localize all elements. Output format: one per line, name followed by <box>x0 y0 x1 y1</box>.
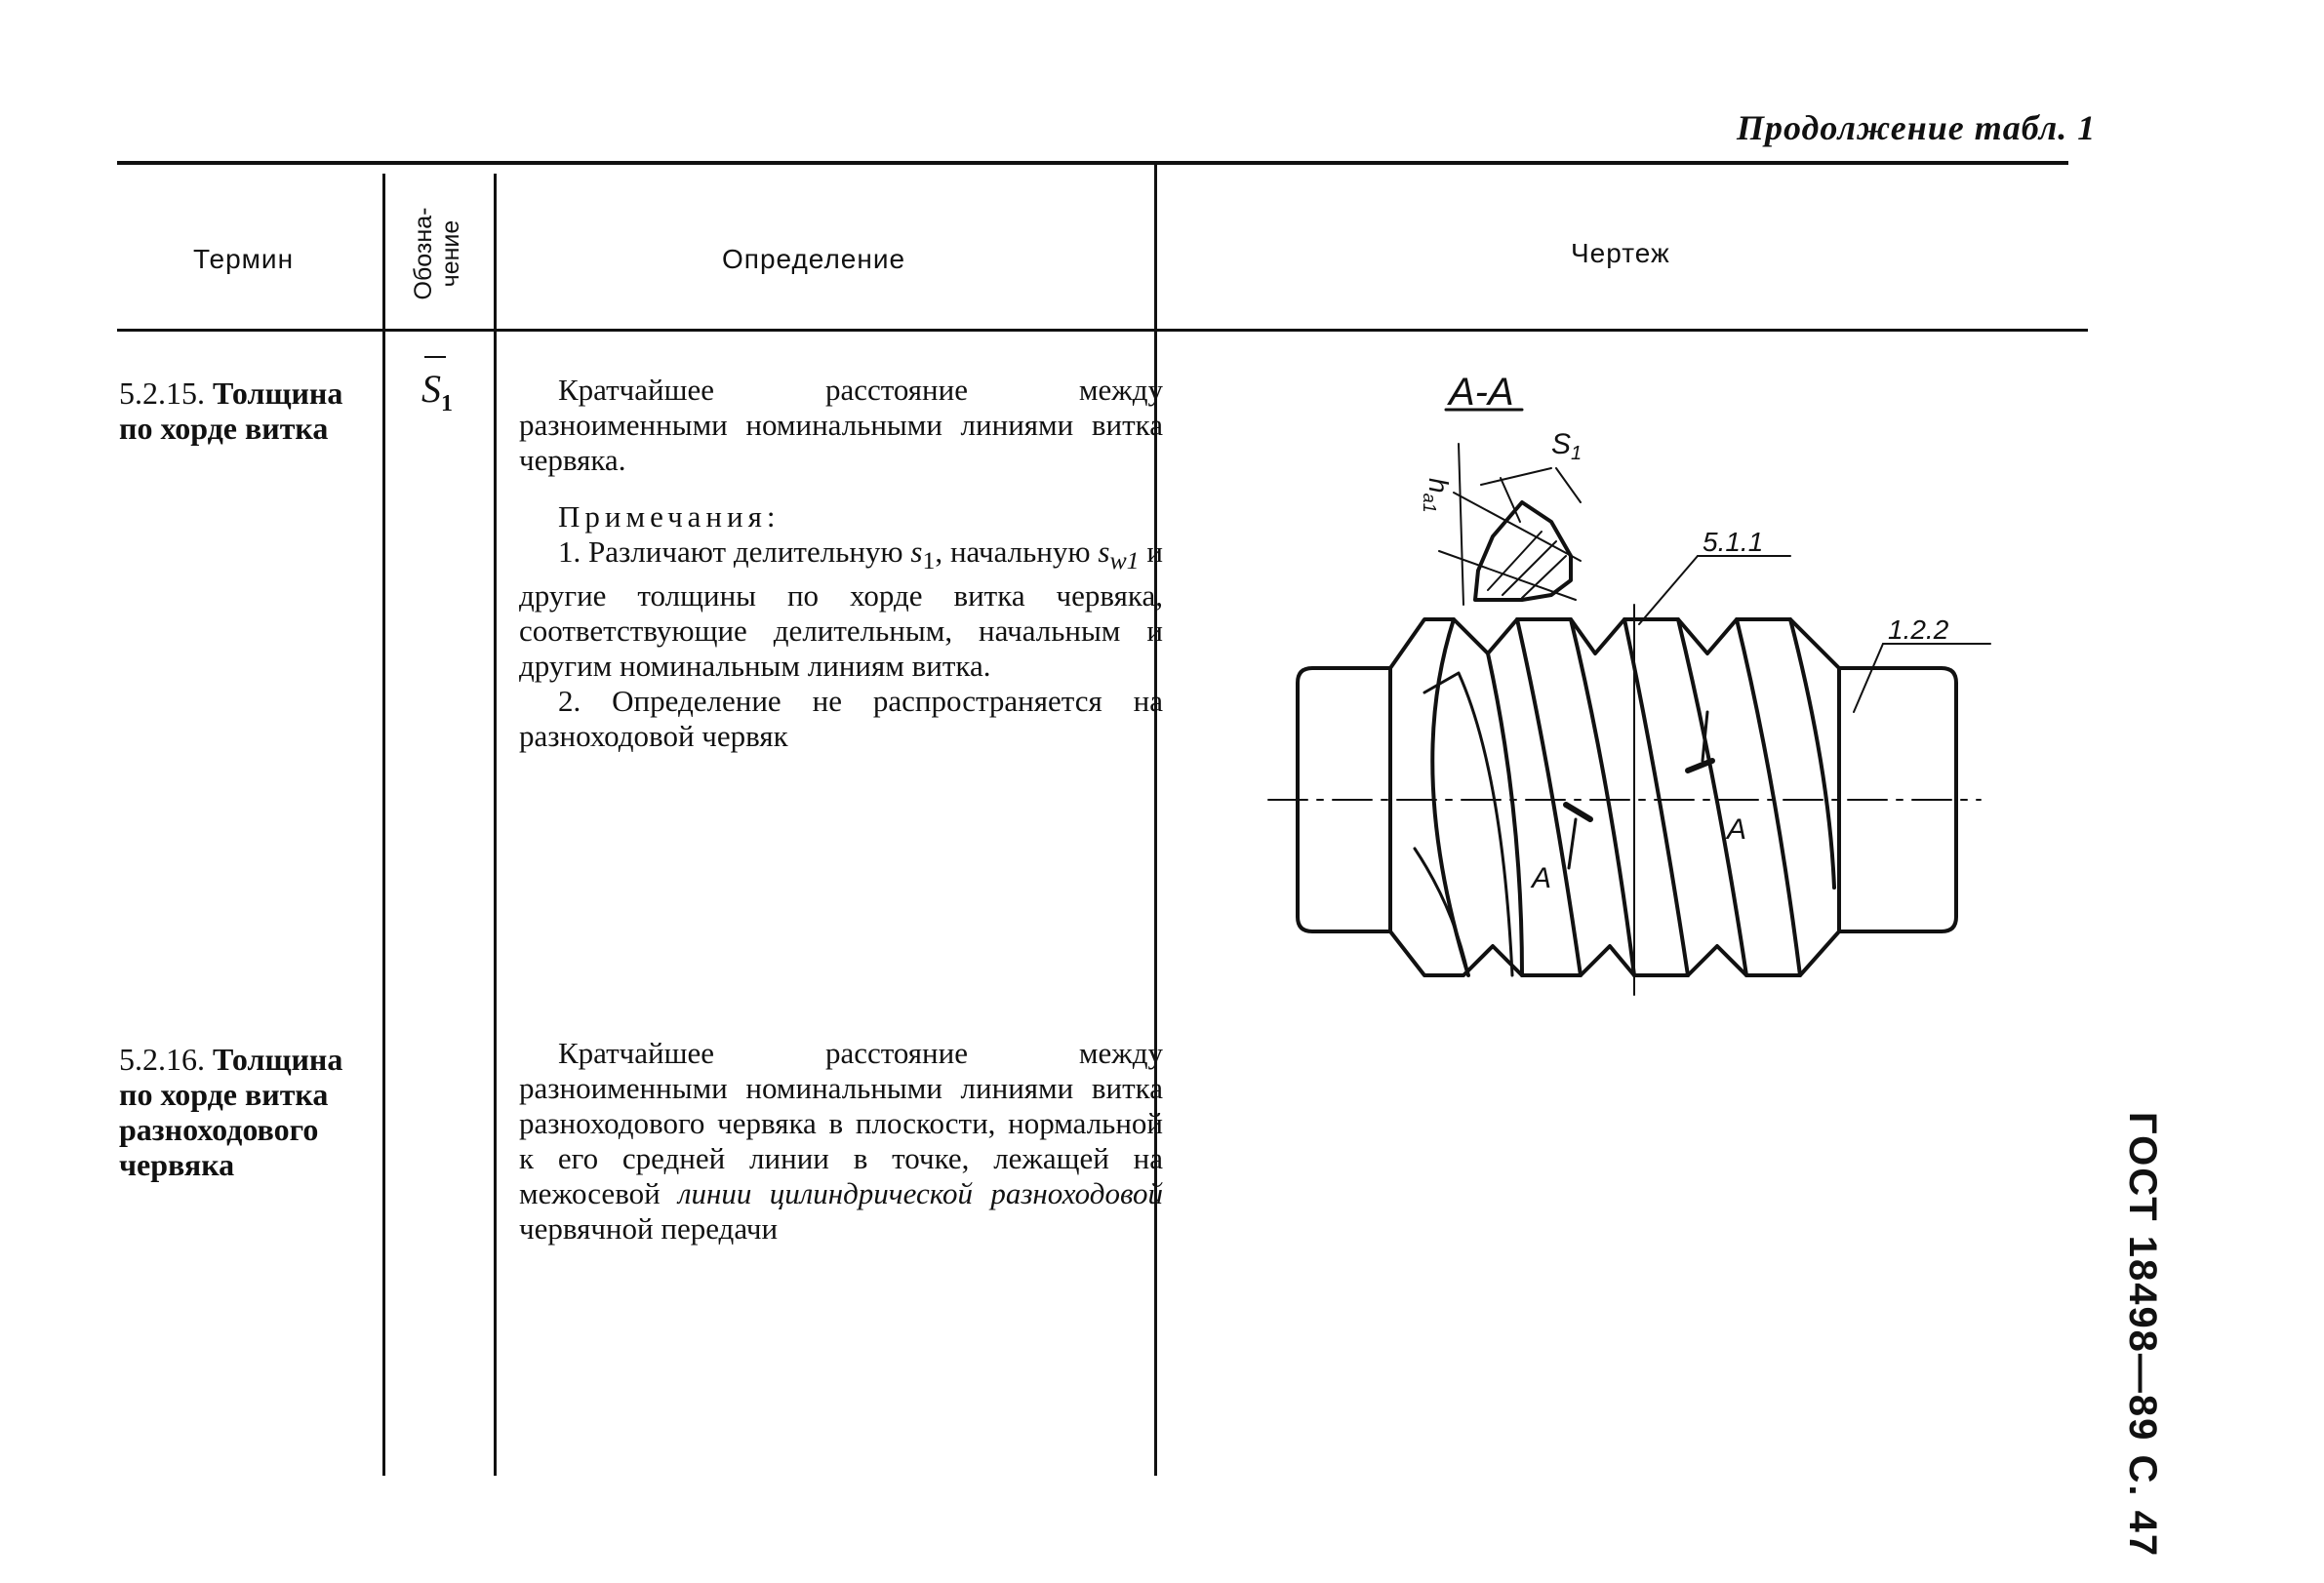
label-a-right: A <box>1727 813 1747 846</box>
section-label: A-A <box>1449 371 1514 414</box>
term-number: 5.2.15. <box>119 376 205 411</box>
note-1: 1. Различают делительную $s_1$, начальную $s_{w1}$ и другие толщины по хорде витка червяка, соответствующие делительным, начальным и другим номинальным линиям витка. <box>519 534 1163 684</box>
label-1-2-2: 1.2.2 <box>1888 614 1949 645</box>
symbol-s1: $S_1$ <box>421 366 453 417</box>
column-divider-3 <box>1154 164 1157 1476</box>
header-term: Термин <box>193 244 295 274</box>
term-text: Толщина по хорде витка <box>119 376 343 446</box>
header-definition: Определение <box>722 244 906 274</box>
notes-title: Примечания: <box>558 499 781 534</box>
header-drawing: Чертеж <box>1571 238 1670 268</box>
label-s1: $S_1$ <box>1551 428 1583 464</box>
definition-text: Кратчайшее расстояние между разноименными номинальными линиями витка разноходового червяка в плоскости, нормальной к его средней линии в точке, лежащей на межосевой линии цилиндрической разноходовой червячной передачи <box>519 1036 1163 1246</box>
definition-5-2-16 <box>519 1036 1163 1247</box>
definition-5-2-15 <box>519 373 1163 754</box>
term-5-2-15 <box>119 376 353 446</box>
term-number: 5.2.16. <box>119 1042 205 1077</box>
term-5-2-16 <box>119 1042 353 1182</box>
table-top-rule <box>117 161 2068 165</box>
label-a-left: A <box>1532 862 1552 894</box>
column-divider-2 <box>494 174 497 1476</box>
table-header-rule <box>117 329 2088 332</box>
continuation-title: Продолжение табл. 1 <box>1737 108 2097 147</box>
header-symbol: Обозна-чение <box>410 207 464 300</box>
label-5-1-1: 5.1.1 <box>1703 527 1764 557</box>
definition-text: Кратчайшее расстояние между разноименными номинальными линиями витка червяка. <box>519 373 1163 477</box>
side-page-ref: ГОСТ 18498—89 С. 47 <box>2121 1112 2164 1559</box>
worm-drawing <box>1259 361 2020 1024</box>
label-ha1: $h_{a1}$ <box>1420 478 1454 513</box>
symbol-overbar <box>424 356 446 358</box>
note-2: 2. Определение не распространяется на разноходовой червяк <box>519 684 1163 754</box>
column-divider-1 <box>382 174 385 1476</box>
term-text: Толщина по хорде витка разноходового червяка <box>119 1042 343 1182</box>
